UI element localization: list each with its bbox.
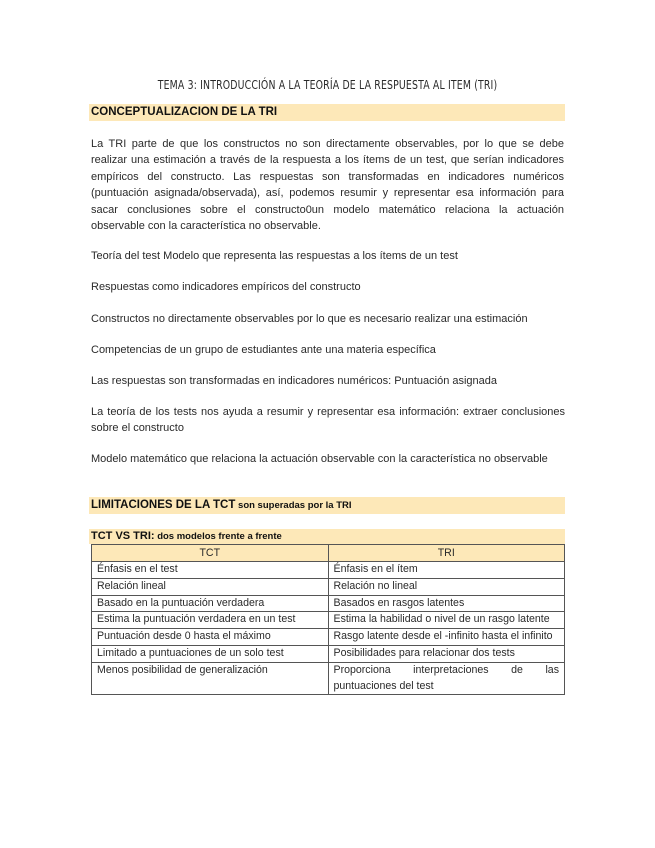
bullet-line-6: La teoría de los tests nos ayuda a resumir y representar esa información: extraer conclusiones sobre el constructo <box>91 406 565 434</box>
cell-tct: Estima la puntuación verdadera en un test <box>92 612 329 629</box>
table-row <box>92 629 565 646</box>
table-row <box>92 578 565 595</box>
limitaciones-heading-sub: son superadas por la TRI <box>235 500 352 511</box>
header-tct: TCT <box>92 545 329 562</box>
table-row <box>92 662 565 695</box>
table-row <box>92 612 565 629</box>
bullet-line-4: Competencias de un grupo de estudiantes ante una materia específica <box>91 344 436 356</box>
cell-tri: Relación no lineal <box>328 578 565 595</box>
table-row <box>92 595 565 612</box>
cell-tct: Limitado a puntuaciones de un solo test <box>92 645 329 662</box>
section-heading-limitaciones <box>89 497 565 514</box>
table-row <box>92 645 565 662</box>
comparison-table <box>91 544 565 695</box>
intro-paragraph: La TRI parte de que los constructos no son directamente observables, por lo que se debe realizar una estimación a través de la respuesta a los ítems de un test, que serían indicadores empíricos del constructo. Las respuestas son transformadas en indicadores numéricos (puntuación asignada/observada), así, podemos resumir y representar esa información para sacar conclusiones sobre el constructo0un modelo matemático relaciona la actuación observable con la característica no observable. <box>91 138 564 233</box>
table-caption <box>89 529 565 544</box>
cell-tri: Proporciona interpretaciones de las puntuaciones del test <box>328 662 565 695</box>
cell-tri: Rasgo latente desde el -infinito hasta el infinito <box>328 629 565 646</box>
table-caption-main: TCT VS TRI: <box>91 530 155 542</box>
cell-tct: Énfasis en el test <box>92 562 329 579</box>
table-row <box>92 562 565 579</box>
cell-tri: Posibilidades para relacionar dos tests <box>328 645 565 662</box>
limitaciones-heading-main: LIMITACIONES DE LA TCT <box>91 499 236 511</box>
bullet-line-5: Las respuestas son transformadas en indicadores numéricos: Puntuación asignada <box>91 375 498 387</box>
cell-tct: Basado en la puntuación verdadera <box>92 595 329 612</box>
bullet-line-1: Teoría del test Modelo que representa las respuestas a los ítems de un test <box>91 250 458 262</box>
cell-tri: Basados en rasgos latentes <box>328 595 565 612</box>
table-header-row <box>92 545 565 562</box>
cell-tri: Estima la habilidad o nivel de un rasgo latente <box>328 612 565 629</box>
cell-tct: Puntuación desde 0 hasta el máximo <box>92 629 329 646</box>
bullet-line-3: Constructos no directamente observables por lo que es necesario realizar una estimación <box>91 313 528 325</box>
bullet-line-7: Modelo matemático que relaciona la actuación observable con la característica no observable <box>91 453 548 465</box>
section-heading-conceptualizacion: CONCEPTUALIZACION DE LA TRI <box>89 104 565 121</box>
header-tri: TRI <box>328 545 565 562</box>
cell-tct: Menos posibilidad de generalización <box>92 662 329 695</box>
cell-tri: Énfasis en el ítem <box>328 562 565 579</box>
bullet-line-2: Respuestas como indicadores empíricos del constructo <box>91 281 361 293</box>
cell-tct: Relación lineal <box>92 578 329 595</box>
document-title: TEMA 3: INTRODUCCIÓN A LA TEORÍA DE LA RESPUESTA AL ITEM (TRI) <box>157 78 498 92</box>
table-caption-sub: dos modelos frente a frente <box>154 531 282 542</box>
